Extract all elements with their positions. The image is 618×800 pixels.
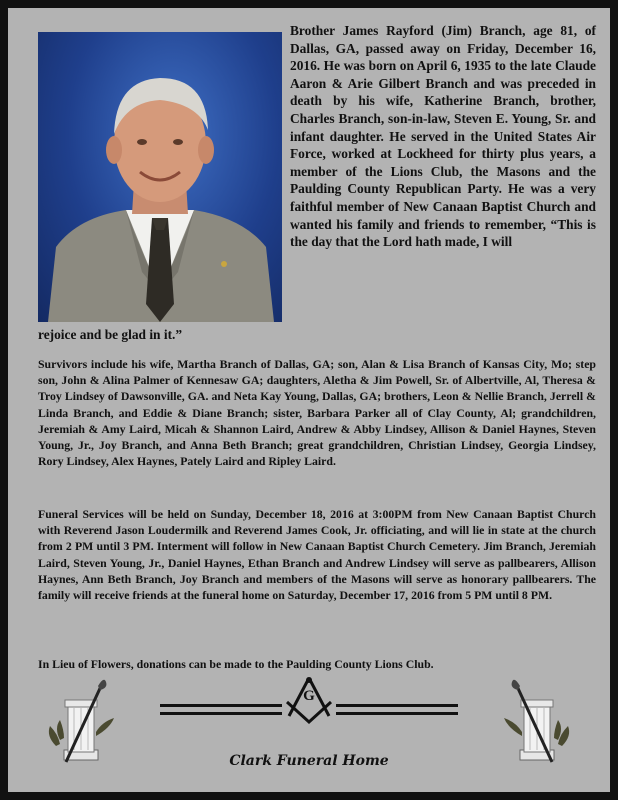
portrait-illustration (38, 32, 282, 322)
funeral-services-paragraph: Funeral Services will be held on Sunday, December 18, 2016 at 3:00PM from New Canaan Baptist Church with Reverend Jason Loudermilk and Reverend James Cook, Jr. officiating, and will lie in state at the church from 2 PM until 3 PM. Interment will follow in New Canaan Baptist Church Cemetery. Jim Branch, Jeremiah Laird, Steven Young, Jr., Daniel Haynes, Ethan Branch and Andrew Lindsey will serve as pallbearers, Allison Haynes, Ann Beth Branch, Joy Branch and members of the Masons will serve as honorary pallbearers. The family will receive friends at the funeral home on Saturday, December 17, 2016 from 5 PM until 8 PM. (38, 507, 596, 603)
divider-left-bottom (160, 712, 282, 715)
in-lieu-of-flowers-paragraph: In Lieu of Flowers, donations can be made to the Paulding County Lions Club. (38, 657, 434, 671)
divider-right-top (336, 704, 458, 707)
survivors-paragraph: Survivors include his wife, Martha Branch of Dallas, GA; son, Alan & Lisa Branch of Kansas City, Mo; step son, John & Alina Palmer of Kennesaw GA; daughters, Aletha & Jim Powell, Sr. of Albertville, Al, Theresa & Troy Lindsey of Dawsonville, GA. and Neta Kay Young, Dallas, GA; brothers, Leon & Nellie Branch, Jerrell & Linda Branch, and Eddie & Diane Branch; sister, Barbara Parker all of Clay County, Al; grandchildren, Jeremiah & Amy Laird, Micah & Shannon Laird, Andrew & Abby Lindsey, Allison & Daniel Haynes, Steven Young, Jr., Joy Branch, and Anna Beth Branch; great grandchildren, Christian Lindsey, Georgia Lindsey, Rory Lindsey, Alex Haynes, Pately Laird and Ripley Laird. (38, 357, 596, 469)
obituary-card (8, 8, 610, 792)
obituary-intro: Brother James Rayford (Jim) Branch, age 81, of Dallas, GA, passed away on Friday, December 16, 2016. He was born on April 6, 1935 to the late Claude Aaron & Arie Gilbert Branch and was preceded in death by his wife, Katherine Branch, brother, Charles Branch, son-in-law, Steven E. Young, Sr. and infant daughter. He served in the United States Air Force, worked at Lockheed for thirty plus years, a member of the Lions Club, the Masons and the Paulding County Republican Party. He was a very faithful member of New Canaan Baptist Church and wanted his family and friends to remember, “This is the day that the Lord hath made, I will (290, 23, 596, 250)
portrait-photo (38, 32, 282, 322)
divider-left-top (160, 704, 282, 707)
emblem-letter: G (303, 688, 315, 704)
obituary-intro-ending: rejoice and be glad in it.” (38, 327, 183, 342)
divider-right-bottom (336, 712, 458, 715)
funeral-home-name: Clark Funeral Home (229, 753, 389, 769)
